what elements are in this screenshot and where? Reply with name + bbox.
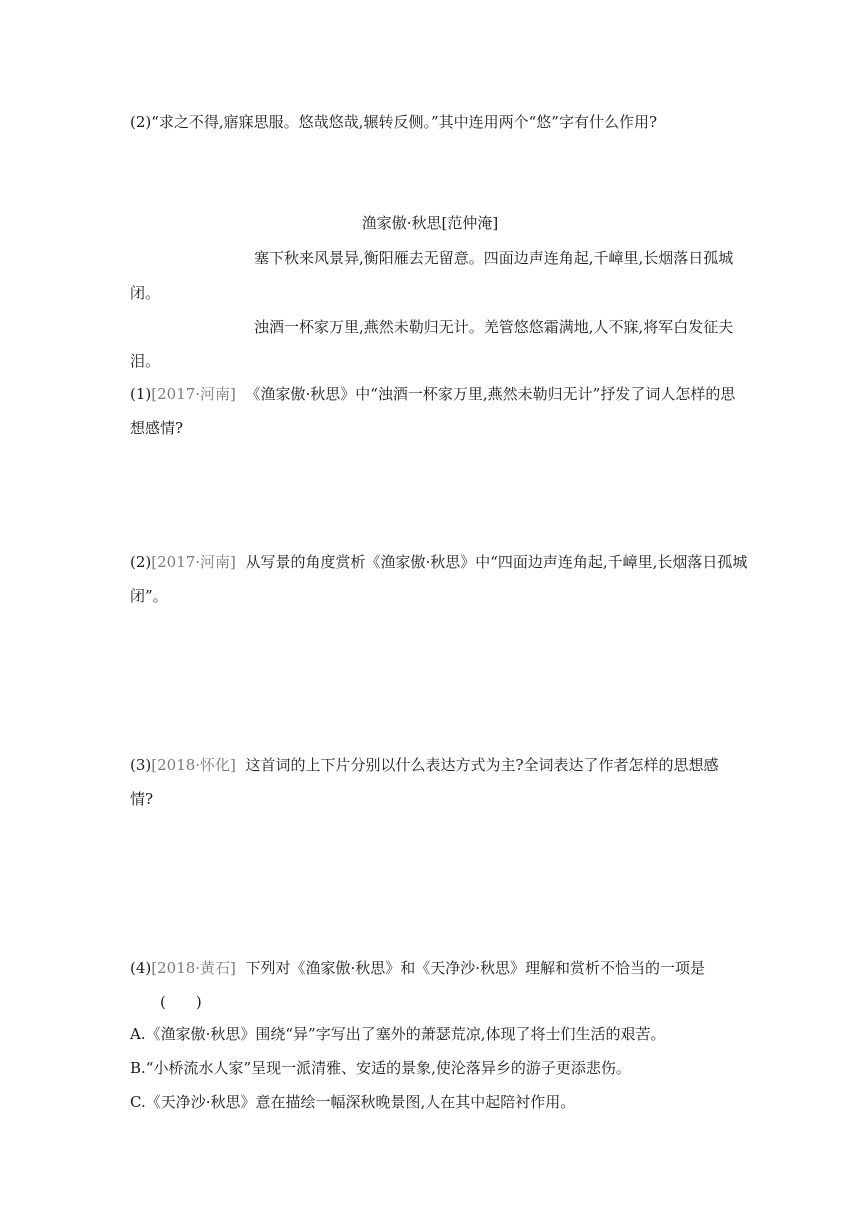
- option-c: C.《天净沙·秋思》意在描绘一幅深秋晚景图,人在其中起陪衬作用。: [130, 1093, 576, 1111]
- question-1-number: (1): [130, 385, 152, 403]
- question-prev-2: (2)“求之不得,寤寐思服。悠哉悠哉,辗转反侧。”其中连用两个“悠”字有什么作用?: [130, 113, 658, 131]
- question-2-source: [2017·河南]: [151, 553, 236, 571]
- poem-stanza1-line2: 闭。: [130, 284, 161, 302]
- question-4-number: (4): [130, 959, 152, 977]
- poem-title: 渔家傲·秋思[范仲淹]: [361, 214, 499, 232]
- poem-stanza2-line2: 泪。: [130, 352, 161, 370]
- poem-stanza2-line1: 浊酒一杯家万里,燕然未勒归无计。羌管悠悠霜满地,人不寐,将军白发征夫: [254, 318, 734, 336]
- question-4-text: 下列对《渔家傲·秋思》和《天净沙·秋思》理解和赏析不恰当的一项是: [245, 959, 705, 977]
- question-2-number: (2): [130, 553, 152, 571]
- question-2: [130, 551, 747, 573]
- question-3-line2: 情?: [130, 790, 154, 808]
- question-2-line2: 闭”。: [130, 587, 168, 605]
- option-a: A.《渔家傲·秋思》围绕“异”字写出了塞外的萧瑟荒凉,体现了将士们生活的艰苦。: [130, 1025, 666, 1043]
- question-1-line2: 想感情?: [130, 419, 184, 437]
- question-3: [130, 754, 719, 776]
- question-4-source: [2018·黄石]: [151, 959, 236, 977]
- question-4: [130, 957, 705, 979]
- question-1-text: 《渔家傲·秋思》中“浊酒一杯家万里,燕然未勒归无计”抒发了词人怎样的思: [245, 385, 736, 403]
- question-3-source: [2018·怀化]: [151, 756, 236, 774]
- question-1-source: [2017·河南]: [151, 385, 236, 403]
- question-2-text: 从写景的角度赏析《渔家傲·秋思》中“四面边声连角起,千嶂里,长烟落日孤城: [245, 553, 748, 571]
- question-3-text: 这首词的上下片分别以什么表达方式为主?全词表达了作者怎样的思想感: [245, 756, 719, 774]
- answer-blank[interactable]: ( ): [160, 993, 202, 1011]
- option-b: B.“小桥流水人家”呈现一派清雅、安适的景象,使沦落异乡的游子更添悲伤。: [130, 1059, 631, 1077]
- question-3-number: (3): [130, 756, 152, 774]
- question-1: [130, 383, 735, 405]
- poem-stanza1-line1: 塞下秋来风景异,衡阳雁去无留意。四面边声连角起,千嶂里,长烟落日孤城: [254, 249, 734, 267]
